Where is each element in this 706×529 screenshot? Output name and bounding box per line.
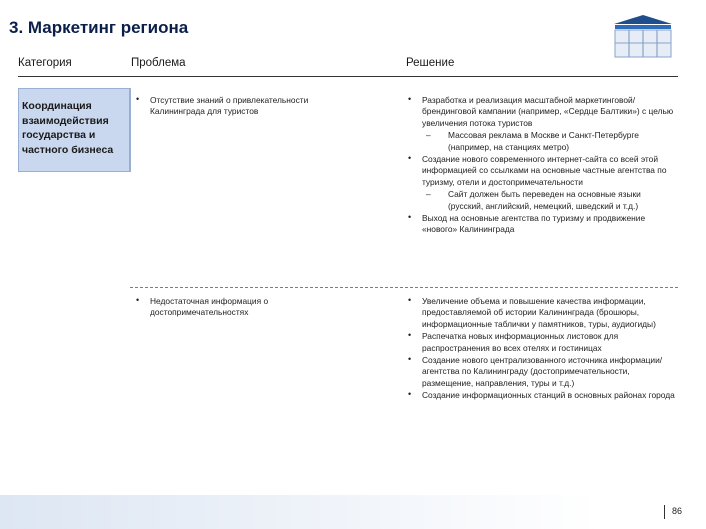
header-divider [18, 76, 678, 77]
solution-item: • Разработка и реализация масштабной маркетинговой/брендинговой кампании (например, «Сердце Балтики») с целью увеличения потока туристов [408, 95, 678, 129]
problem-item: • Недостаточная информация о достопримечательностях [136, 296, 321, 319]
building-logo-icon [612, 14, 674, 58]
row-separator [130, 287, 678, 288]
solution-subitem: – Сайт должен быть переведен на основные языки (русский, английский, немецкий, шведский и т.д.) [408, 189, 678, 212]
solution-item: • Создание нового современного интернет-сайта со всей этой информацией со ссылками на основные частные агентства по туризму, отели и достопримечательности [408, 154, 678, 188]
solution-subitem: – Массовая реклама в Москве и Санкт-Петербурге (например, на станциях метро) [408, 130, 678, 153]
header-category: Категория [18, 57, 72, 69]
row1-solutions [408, 95, 678, 237]
page-title: 3. Маркетинг региона [9, 18, 189, 37]
footer-band [0, 495, 706, 529]
category-label: Координация взаимодействия государства и частного бизнеса [22, 100, 114, 156]
row2-solutions [408, 296, 678, 403]
solution-item: • Создание информационных станций в основных районах города [408, 390, 678, 401]
page-number: 86 [672, 506, 683, 516]
header-problem: Проблема [131, 57, 186, 69]
solution-item: • Выход на основные агентства по туризму и продвижение «нового» Калининграда [408, 213, 678, 236]
page-number-divider [664, 505, 665, 519]
header-solution: Решение [406, 57, 455, 69]
row2-problems [136, 296, 321, 320]
solution-item: • Создание нового централизованного источника информации/агентства по Калининграду (достопримечательности, размещение, направления, туры и т.д.) [408, 355, 678, 389]
solution-item: • Распечатка новых информационных листовок для распространения во всех отелях и гостиницах [408, 331, 678, 354]
solution-item: • Увеличение объема и повышение качества информации, предоставляемой об истории Калининграда (брошюры, информационные таблички у памятников, туры, аудиогиды) [408, 296, 678, 330]
row1-problems [136, 95, 351, 119]
problem-item: • Отсутствие знаний о привлекательности Калининграда для туристов [136, 95, 351, 118]
